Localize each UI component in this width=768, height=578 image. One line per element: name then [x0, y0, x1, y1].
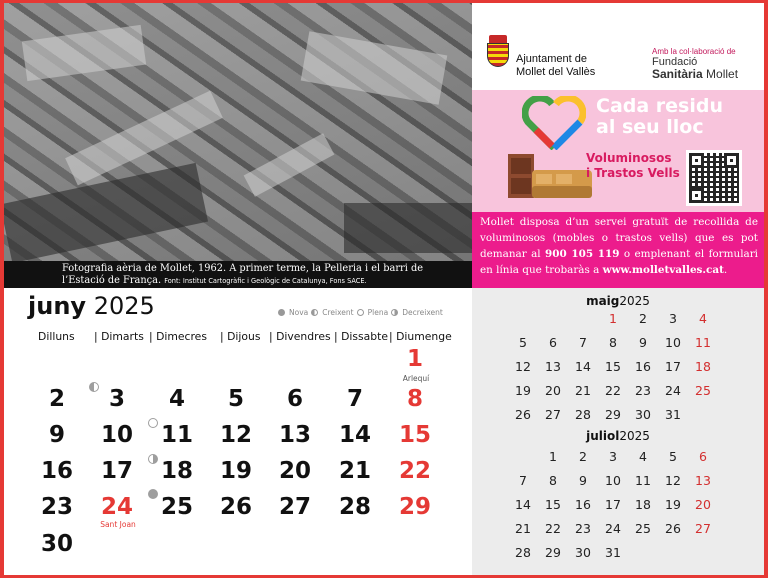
may-day: 21: [575, 383, 591, 398]
may-day: 20: [545, 383, 561, 398]
weekday-header: | Dissabte: [334, 330, 388, 343]
calendar-day: 29: [398, 494, 431, 520]
calendar-day: 5: [227, 386, 244, 412]
calendar-day: 24: [100, 494, 133, 520]
month-name: juny: [28, 292, 87, 320]
calendar-day: 20: [278, 458, 311, 484]
info-url[interactable]: www.molletvalles.cat: [602, 264, 724, 276]
ajuntament-line2: Mollet del Vallès: [516, 66, 596, 78]
qr-code[interactable]: [686, 150, 742, 206]
info-text2: o emplenant el formulari en línia que trobaràs a: [480, 248, 758, 276]
july-day: 4: [639, 449, 647, 464]
promo-title: [596, 96, 723, 138]
july-day: 30: [575, 545, 591, 560]
july-day: 17: [605, 497, 621, 512]
july-day: 7: [519, 473, 527, 488]
may-day: 19: [515, 383, 531, 398]
july-day: 13: [695, 473, 711, 488]
logos-area: [472, 3, 764, 90]
may-day: 3: [669, 311, 677, 326]
phase-decreixent: Decreixent: [402, 308, 443, 317]
moon-phase-legend: [278, 308, 443, 317]
may-day: 8: [609, 335, 617, 350]
holiday-sant-joan: Sant Joan: [100, 520, 136, 529]
calendar-day: 30: [40, 531, 73, 557]
photo-caption: [4, 261, 472, 288]
info-text1: Mollet disposa d’un servei gratuït de recollida de voluminosos (mobles o trastos vells) que es pot demanar al: [480, 216, 758, 260]
calendar-day: 25: [160, 494, 193, 520]
calendar-day: 27: [278, 494, 311, 520]
promo-sub-line2: i Trastos Vells: [586, 166, 680, 180]
moon-waxing-marker: [89, 382, 99, 392]
may-day: 29: [605, 407, 621, 422]
may-day: 11: [695, 335, 711, 350]
may-day: 5: [519, 335, 527, 350]
calendar-day: 11: [160, 422, 193, 448]
calendar-day: 13: [278, 422, 311, 448]
side-calendars: [472, 288, 764, 575]
july-day: 10: [605, 473, 621, 488]
may-day: 4: [699, 311, 707, 326]
calendar-day: 12: [219, 422, 252, 448]
fundacio-logo: [652, 47, 738, 81]
promo-title-line1: Cada residu: [596, 95, 724, 117]
july-day: 5: [669, 449, 677, 464]
may-day: 6: [549, 335, 557, 350]
may-day: 12: [515, 359, 531, 374]
promo-sub-line1: Voluminosos: [586, 151, 672, 165]
caption-main: Fotografia aèria de Mollet, 1962. A primer terme, la Pelleria i el barri de l’Estació de França.: [62, 263, 424, 286]
weekday-header: | Divendres: [269, 330, 331, 343]
may-day: 14: [575, 359, 591, 374]
calendar-day: 4: [168, 386, 185, 412]
may-day: 31: [665, 407, 681, 422]
may-day: 13: [545, 359, 561, 374]
may-day: 16: [635, 359, 651, 374]
moon-waning-icon: [391, 309, 398, 316]
june-calendar: [4, 288, 472, 575]
ajuntament-logo: [486, 37, 595, 79]
may-year: 2025: [619, 294, 650, 308]
july-day: 11: [635, 473, 651, 488]
ajuntament-line1: Ajuntament de: [516, 53, 587, 65]
calendar-day: 21: [338, 458, 371, 484]
july-year: 2025: [619, 429, 650, 443]
july-day: 16: [575, 497, 591, 512]
july-day: 21: [515, 521, 531, 536]
calendar-day: 19: [219, 458, 252, 484]
shield-icon: [486, 35, 510, 69]
month-title: [28, 292, 155, 320]
weekday-header: Dilluns: [38, 330, 75, 343]
july-day: 2: [579, 449, 587, 464]
july-day: 24: [605, 521, 621, 536]
july-day: 28: [515, 545, 531, 560]
july-day: 18: [635, 497, 651, 512]
may-day: 18: [695, 359, 711, 374]
furniture-illustration: [506, 152, 594, 202]
may-day: 24: [665, 383, 681, 398]
caption-source: Font: Institut Cartogràfic i Geològic de Catalunya, Fons SACE.: [164, 277, 367, 285]
july-day: 3: [609, 449, 617, 464]
may-day: 27: [545, 407, 561, 422]
july-day: 29: [545, 545, 561, 560]
calendar-day: 17: [100, 458, 133, 484]
calendar-day: 15: [398, 422, 431, 448]
calendar-day: 2: [48, 386, 65, 412]
may-title: [472, 294, 764, 308]
may-month: maig: [586, 294, 620, 308]
calendar-day: 3: [108, 386, 125, 412]
moon-waning-marker: [148, 454, 158, 464]
moon-new-marker: [148, 489, 158, 499]
may-day: 28: [575, 407, 591, 422]
recycling-promo: [472, 90, 764, 212]
july-day: 14: [515, 497, 531, 512]
calendar-day: 7: [346, 386, 363, 412]
july-day: 25: [635, 521, 651, 536]
calendar-day: 6: [286, 386, 303, 412]
aerial-photo: [4, 3, 472, 261]
weekday-header: | Diumenge: [389, 330, 452, 343]
may-day: 7: [579, 335, 587, 350]
july-day: 9: [579, 473, 587, 488]
calendar-day: 22: [398, 458, 431, 484]
july-day: 20: [695, 497, 711, 512]
fundacio-line2-bold: Sanitària: [652, 67, 703, 81]
may-day: 17: [665, 359, 681, 374]
calendar-day: 10: [100, 422, 133, 448]
calendar-day: 8: [406, 386, 423, 412]
july-day: 31: [605, 545, 621, 560]
calendar-day: 26: [219, 494, 252, 520]
phase-nova: Nova: [289, 308, 309, 317]
july-day: 8: [549, 473, 557, 488]
july-day: 6: [699, 449, 707, 464]
may-day: 23: [635, 383, 651, 398]
weekday-header: | Dijous: [220, 330, 261, 343]
promo-title-line2: al seu lloc: [596, 116, 704, 138]
july-day: 12: [665, 473, 681, 488]
may-day: 15: [605, 359, 621, 374]
may-day: 26: [515, 407, 531, 422]
fundacio-line2-rest: Mollet: [702, 67, 739, 81]
july-day: 26: [665, 521, 681, 536]
may-day: 9: [639, 335, 647, 350]
july-day: 19: [665, 497, 681, 512]
july-day: 1: [549, 449, 557, 464]
recycle-heart-icon: [522, 96, 586, 150]
phase-plena: Plena: [367, 308, 389, 317]
may-day: 30: [635, 407, 651, 422]
collaboration-label: Amb la col·laboració de: [652, 47, 736, 56]
july-title: [472, 429, 764, 443]
promo-subtitle: [586, 151, 680, 181]
weekday-header: | Dimecres: [149, 330, 207, 343]
july-month: juliol: [586, 429, 620, 443]
info-phone[interactable]: 900 105 119: [544, 248, 620, 260]
month-year: 2025: [93, 292, 155, 320]
moon-new-icon: [278, 309, 285, 316]
july-day: 22: [545, 521, 561, 536]
calendar-day: 16: [40, 458, 73, 484]
moon-full-icon: [357, 309, 364, 316]
moon-waxing-icon: [311, 309, 318, 316]
may-day: 2: [639, 311, 647, 326]
fundacio-line1: Fundació: [652, 56, 698, 68]
calendar-day: 9: [48, 422, 65, 448]
may-day: 25: [695, 383, 711, 398]
july-day: 23: [575, 521, 591, 536]
calendar-day: 28: [338, 494, 371, 520]
info-box: [472, 212, 764, 288]
may-day: 22: [605, 383, 621, 398]
weekday-header: | Dimarts: [94, 330, 144, 343]
holiday-arlequi: Arlequí: [402, 374, 430, 383]
calendar-day: 1: [406, 346, 423, 372]
may-day: 1: [609, 311, 617, 326]
may-day: 10: [665, 335, 681, 350]
moon-full-marker: [148, 418, 158, 428]
info-text3: .: [723, 264, 728, 276]
calendar-day: 18: [160, 458, 193, 484]
calendar-day: 14: [338, 422, 371, 448]
july-day: 15: [545, 497, 561, 512]
phase-creixent: Creixent: [322, 308, 354, 317]
calendar-day: 23: [40, 494, 73, 520]
july-day: 27: [695, 521, 711, 536]
